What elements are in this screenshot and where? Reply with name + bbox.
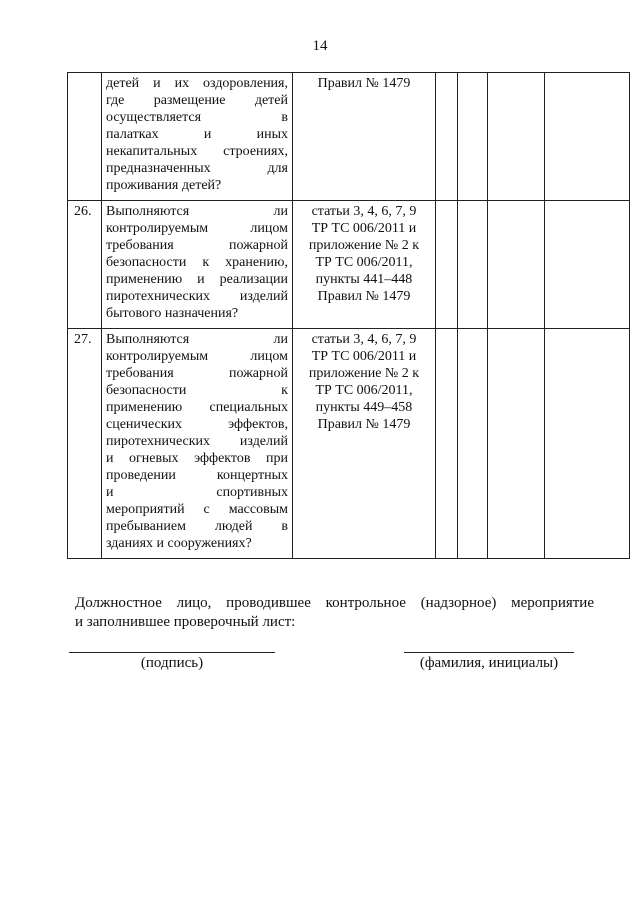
row-number: 26. xyxy=(74,204,92,219)
table-row xyxy=(68,201,630,329)
signoff-line-2: и заполнившее проверочный лист: xyxy=(75,614,296,630)
answer-na-cell xyxy=(488,201,545,329)
question-line: применению и реализации xyxy=(106,272,288,287)
row-number: 27. xyxy=(74,332,92,347)
reference-cell xyxy=(293,329,436,559)
table-row xyxy=(68,329,630,559)
checklist-table xyxy=(67,72,630,559)
answer-yes-cell xyxy=(436,201,458,329)
question-line: Выполняются ли xyxy=(106,204,288,219)
answer-no-cell xyxy=(458,329,488,559)
reference-line: пункты 441–448 xyxy=(315,272,413,287)
reference-cell xyxy=(293,73,436,201)
question-cell xyxy=(102,73,293,201)
question-line: детей и их оздоровления, xyxy=(106,76,288,91)
question-line: где размещение детей xyxy=(106,93,288,108)
question-line: проживания детей? xyxy=(106,178,222,193)
page-number: 14 xyxy=(312,38,328,54)
question-line: и спортивных xyxy=(106,485,288,500)
row-number xyxy=(68,73,101,75)
reference-line: ТР ТС 006/2011 и xyxy=(311,349,417,364)
reference-line: пункты 449–458 xyxy=(315,400,413,415)
question-cell xyxy=(102,201,293,329)
reference-line: Правил № 1479 xyxy=(317,76,411,91)
reference-line: статьи 3, 4, 6, 7, 9 xyxy=(311,332,417,347)
row-number-cell xyxy=(68,201,102,329)
signoff-text xyxy=(75,594,594,632)
question-line: осуществляется в xyxy=(106,110,288,125)
table-row xyxy=(68,73,630,201)
answer-yes-cell xyxy=(436,329,458,559)
signature-line xyxy=(69,652,275,653)
question-line: бытового назначения? xyxy=(106,306,239,321)
question-line: мероприятий с массовым xyxy=(106,502,288,517)
reference-cell xyxy=(293,201,436,329)
question-line: пиротехнических изделий xyxy=(106,289,288,304)
answer-na-cell xyxy=(488,329,545,559)
question-line: требования пожарной xyxy=(106,366,288,381)
answer-no-cell xyxy=(458,73,488,201)
row-number-cell xyxy=(68,329,102,559)
question-line: пиротехнических изделий xyxy=(106,434,288,449)
question-line: палатках и иных xyxy=(106,127,288,142)
notes-cell xyxy=(545,73,630,201)
answer-na-cell xyxy=(488,73,545,201)
question-line: применению специальных xyxy=(106,400,288,415)
name-line xyxy=(404,652,574,653)
question-line: и огневых эффектов при xyxy=(106,451,288,466)
signoff-line-1: Должностное лицо, проводившее контрольное (надзорное) мероприятие xyxy=(75,595,594,611)
row-number-cell xyxy=(68,73,102,201)
answer-yes-cell xyxy=(436,73,458,201)
reference-line: приложение № 2 к xyxy=(308,238,420,253)
signature-label: (подпись) xyxy=(140,655,204,671)
reference-line: ТР ТС 006/2011, xyxy=(315,383,413,398)
question-line: Выполняются ли xyxy=(106,332,288,347)
question-line: зданиях и сооружениях? xyxy=(106,536,252,551)
answer-no-cell xyxy=(458,201,488,329)
question-line: пребыванием людей в xyxy=(106,519,288,534)
notes-cell xyxy=(545,329,630,559)
reference-line: ТР ТС 006/2011 и xyxy=(311,221,417,236)
question-line: сценических эффектов, xyxy=(106,417,288,432)
question-line: контролируемым лицом xyxy=(106,221,288,236)
reference-line: статьи 3, 4, 6, 7, 9 xyxy=(311,204,417,219)
question-line: контролируемым лицом xyxy=(106,349,288,364)
reference-line: Правил № 1479 xyxy=(317,417,411,432)
question-line: предназначенных для xyxy=(106,161,288,176)
question-line: проведении концертных xyxy=(106,468,288,483)
name-label: (фамилия, инициалы) xyxy=(419,655,559,671)
reference-line: Правил № 1479 xyxy=(317,289,411,304)
reference-line: приложение № 2 к xyxy=(308,366,420,381)
question-cell xyxy=(102,329,293,559)
notes-cell xyxy=(545,201,630,329)
question-line: некапитальных строениях, xyxy=(106,144,288,159)
question-line: безопасности к xyxy=(106,383,288,398)
question-line: требования пожарной xyxy=(106,238,288,253)
reference-line: ТР ТС 006/2011, xyxy=(315,255,413,270)
question-line: безопасности к хранению, xyxy=(106,255,288,270)
